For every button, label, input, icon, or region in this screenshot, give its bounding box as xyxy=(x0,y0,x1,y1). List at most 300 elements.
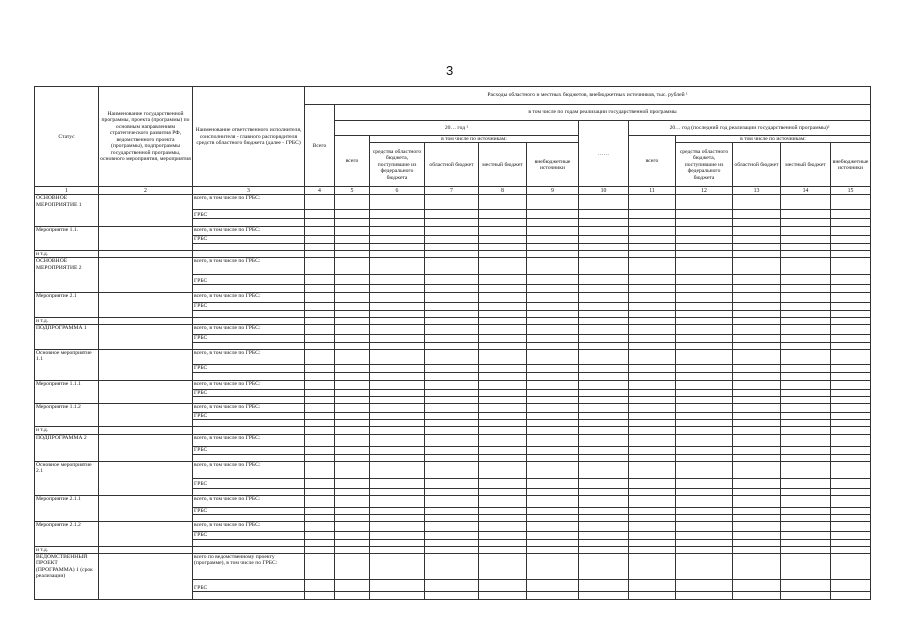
value-cell xyxy=(479,364,527,372)
value-cell xyxy=(335,446,370,454)
table-row xyxy=(35,317,871,324)
value-cell xyxy=(305,412,335,419)
value-cell xyxy=(527,210,579,219)
executor-grbs-cell: ГРБС xyxy=(193,532,305,539)
value-cell xyxy=(527,349,579,364)
value-cell xyxy=(781,420,831,427)
value-cell xyxy=(370,195,425,210)
value-cell xyxy=(676,420,733,427)
value-cell xyxy=(305,403,335,412)
executor-total-cell: всего, в том числе по ГРБС: xyxy=(193,195,305,210)
program-cell xyxy=(99,293,193,317)
value-cell xyxy=(305,515,335,522)
value-cell xyxy=(527,275,579,285)
value-cell xyxy=(335,349,370,364)
value-cell xyxy=(629,396,676,403)
value-cell xyxy=(370,227,425,236)
value-cell xyxy=(335,539,370,546)
value-cell xyxy=(305,532,335,539)
value-cell xyxy=(831,342,871,349)
value-cell xyxy=(629,210,676,219)
value-cell xyxy=(335,325,370,335)
status-cell: Мероприятие 1.1. xyxy=(35,227,99,250)
value-cell xyxy=(579,532,629,539)
value-cell xyxy=(425,372,479,380)
value-cell xyxy=(676,522,733,532)
value-cell xyxy=(781,227,831,236)
value-cell xyxy=(629,446,676,454)
value-cell xyxy=(335,372,370,380)
value-cell xyxy=(733,227,781,236)
value-cell xyxy=(781,515,831,522)
program-cell xyxy=(99,380,193,403)
value-cell xyxy=(370,325,425,335)
header-sub-local-1: местный бюджет xyxy=(479,143,527,187)
value-cell xyxy=(579,372,629,380)
value-cell xyxy=(370,554,425,580)
program-cell xyxy=(99,317,193,324)
value-cell xyxy=(370,236,425,243)
value-cell xyxy=(831,434,871,446)
value-cell xyxy=(831,446,871,454)
value-cell xyxy=(676,539,733,546)
value-cell xyxy=(425,317,479,324)
value-cell xyxy=(579,478,629,488)
value-cell xyxy=(305,380,335,389)
value-cell xyxy=(425,396,479,403)
value-cell xyxy=(629,372,676,380)
value-cell xyxy=(676,427,733,434)
value-cell xyxy=(733,303,781,310)
executor-total-cell: всего, в том числе по ГРБС: xyxy=(193,325,305,335)
value-cell xyxy=(479,546,527,553)
value-cell xyxy=(579,539,629,546)
value-cell xyxy=(831,195,871,210)
value-cell xyxy=(733,592,781,600)
value-cell xyxy=(305,285,335,293)
value-cell xyxy=(676,488,733,495)
value-cell xyxy=(579,303,629,310)
value-cell xyxy=(335,396,370,403)
value-cell xyxy=(425,488,479,495)
value-cell xyxy=(425,275,479,285)
value-cell xyxy=(305,195,335,210)
value-cell xyxy=(305,325,335,335)
executor-grbs-cell: ГРБС xyxy=(193,236,305,243)
value-cell xyxy=(335,412,370,419)
value-cell xyxy=(733,434,781,446)
value-cell xyxy=(579,293,629,303)
value-cell xyxy=(579,325,629,335)
value-cell xyxy=(527,303,579,310)
value-cell xyxy=(527,396,579,403)
value-cell xyxy=(370,420,425,427)
value-cell xyxy=(479,303,527,310)
value-cell xyxy=(676,412,733,419)
value-cell xyxy=(527,495,579,507)
value-cell xyxy=(305,546,335,553)
value-cell xyxy=(305,258,335,275)
value-cell xyxy=(579,243,629,250)
value-cell xyxy=(335,275,370,285)
value-cell xyxy=(305,495,335,507)
status-cell: и т.д. xyxy=(35,250,99,257)
value-cell xyxy=(370,403,425,412)
value-cell xyxy=(676,454,733,461)
value-cell xyxy=(733,554,781,580)
value-cell xyxy=(527,412,579,419)
value-cell xyxy=(425,427,479,434)
value-cell xyxy=(781,250,831,257)
value-cell xyxy=(676,258,733,275)
program-cell xyxy=(99,195,193,227)
value-cell xyxy=(579,488,629,495)
value-cell xyxy=(335,434,370,446)
value-cell xyxy=(370,349,425,364)
value-cell xyxy=(781,342,831,349)
value-cell xyxy=(676,325,733,335)
header-year-last: 20… год (последний год реализации государственной программы)² xyxy=(629,121,871,136)
value-cell xyxy=(305,454,335,461)
value-cell xyxy=(370,461,425,478)
table-row xyxy=(35,427,871,434)
value-cell xyxy=(527,580,579,592)
value-cell xyxy=(527,546,579,553)
value-cell xyxy=(629,507,676,514)
executor-cell xyxy=(193,250,305,257)
value-cell xyxy=(831,554,871,580)
value-cell xyxy=(479,275,527,285)
value-cell xyxy=(335,592,370,600)
executor-cell xyxy=(193,546,305,553)
value-cell xyxy=(305,434,335,446)
value-cell xyxy=(335,342,370,349)
value-cell xyxy=(425,446,479,454)
value-cell xyxy=(676,227,733,236)
value-cell xyxy=(831,325,871,335)
value-cell xyxy=(335,335,370,342)
value-cell xyxy=(305,389,335,396)
executor-cell xyxy=(193,592,305,600)
program-cell xyxy=(99,403,193,426)
table-row xyxy=(35,227,871,236)
value-cell xyxy=(629,364,676,372)
value-cell xyxy=(425,532,479,539)
value-cell xyxy=(733,342,781,349)
value-cell xyxy=(781,195,831,210)
value-cell xyxy=(527,507,579,514)
header-sub-total-2: всего xyxy=(629,136,676,187)
header-year-first: 20… год ² xyxy=(335,121,579,136)
value-cell xyxy=(527,515,579,522)
executor-total-cell: всего, в том числе по ГРБС: xyxy=(193,258,305,275)
value-cell xyxy=(831,310,871,317)
table-row xyxy=(35,195,871,210)
value-cell xyxy=(305,335,335,342)
value-cell xyxy=(479,478,527,488)
value-cell xyxy=(733,258,781,275)
value-cell xyxy=(370,243,425,250)
value-cell xyxy=(781,236,831,243)
value-cell xyxy=(527,335,579,342)
executor-grbs-cell: ГРБС xyxy=(193,446,305,454)
value-cell xyxy=(370,495,425,507)
header-total: Всего xyxy=(305,105,335,187)
value-cell xyxy=(425,258,479,275)
value-cell xyxy=(676,342,733,349)
value-cell xyxy=(676,546,733,553)
value-cell xyxy=(629,495,676,507)
value-cell xyxy=(425,227,479,236)
value-cell xyxy=(579,515,629,522)
value-cell xyxy=(733,236,781,243)
value-cell xyxy=(629,522,676,532)
value-cell xyxy=(479,335,527,342)
value-cell xyxy=(370,364,425,372)
executor-cell xyxy=(193,539,305,546)
value-cell xyxy=(425,349,479,364)
value-cell xyxy=(305,592,335,600)
value-cell xyxy=(305,539,335,546)
value-cell xyxy=(305,554,335,580)
value-cell xyxy=(579,258,629,275)
value-cell xyxy=(425,243,479,250)
value-cell xyxy=(831,403,871,412)
value-cell xyxy=(733,372,781,380)
value-cell xyxy=(831,227,871,236)
value-cell xyxy=(733,495,781,507)
value-cell xyxy=(527,258,579,275)
value-cell xyxy=(733,243,781,250)
value-cell xyxy=(527,195,579,210)
value-cell xyxy=(370,515,425,522)
value-cell xyxy=(676,250,733,257)
value-cell xyxy=(425,522,479,532)
value-cell xyxy=(629,420,676,427)
value-cell xyxy=(479,236,527,243)
value-cell xyxy=(479,592,527,600)
value-cell xyxy=(831,303,871,310)
value-cell xyxy=(425,325,479,335)
value-cell xyxy=(479,532,527,539)
value-cell xyxy=(676,285,733,293)
executor-grbs-cell: ГРБС xyxy=(193,412,305,419)
value-cell xyxy=(305,342,335,349)
value-cell xyxy=(335,227,370,236)
value-cell xyxy=(370,454,425,461)
value-cell xyxy=(733,317,781,324)
value-cell xyxy=(527,243,579,250)
value-cell xyxy=(781,210,831,219)
value-cell xyxy=(425,303,479,310)
value-cell xyxy=(335,488,370,495)
value-cell xyxy=(527,539,579,546)
value-cell xyxy=(629,592,676,600)
value-cell xyxy=(335,250,370,257)
value-cell xyxy=(579,195,629,210)
value-cell xyxy=(305,461,335,478)
value-cell xyxy=(831,461,871,478)
value-cell xyxy=(831,580,871,592)
value-cell xyxy=(629,317,676,324)
value-cell xyxy=(781,507,831,514)
executor-cell xyxy=(193,396,305,403)
value-cell xyxy=(527,325,579,335)
value-cell xyxy=(305,580,335,592)
status-cell: ОСНОВНОЕ МЕРОПРИЯТИЕ 1 xyxy=(35,195,99,227)
value-cell xyxy=(479,434,527,446)
value-cell xyxy=(831,546,871,553)
value-cell xyxy=(335,522,370,532)
value-cell xyxy=(629,515,676,522)
value-cell xyxy=(370,258,425,275)
value-cell xyxy=(579,396,629,403)
value-cell xyxy=(305,396,335,403)
executor-cell xyxy=(193,310,305,317)
header-sub-total-1: всего xyxy=(335,136,370,187)
value-cell xyxy=(629,403,676,412)
value-cell xyxy=(335,478,370,488)
value-cell xyxy=(527,285,579,293)
value-cell xyxy=(370,488,425,495)
program-cell xyxy=(99,250,193,257)
executor-total-cell: всего, в том числе по ГРБС: xyxy=(193,380,305,389)
value-cell xyxy=(335,310,370,317)
value-cell xyxy=(335,507,370,514)
value-cell xyxy=(425,342,479,349)
status-cell: Мероприятие 2.1 xyxy=(35,293,99,317)
value-cell xyxy=(781,293,831,303)
status-cell: ПОДПРОГРАММА 2 xyxy=(35,434,99,461)
value-cell xyxy=(676,219,733,227)
value-cell xyxy=(579,364,629,372)
table-row xyxy=(35,349,871,364)
program-cell xyxy=(99,461,193,495)
value-cell xyxy=(781,446,831,454)
executor-cell xyxy=(193,243,305,250)
status-cell: Основное мероприятие 2.1 xyxy=(35,461,99,495)
executor-total-cell: всего, в том числе по ГРБС: xyxy=(193,434,305,446)
value-cell xyxy=(527,219,579,227)
value-cell xyxy=(305,227,335,236)
value-cell xyxy=(733,389,781,396)
value-cell xyxy=(370,275,425,285)
value-cell xyxy=(831,507,871,514)
value-cell xyxy=(676,554,733,580)
value-cell xyxy=(733,210,781,219)
value-cell xyxy=(425,478,479,488)
value-cell xyxy=(579,420,629,427)
value-cell xyxy=(781,380,831,389)
value-cell xyxy=(579,236,629,243)
value-cell xyxy=(676,275,733,285)
value-cell xyxy=(831,396,871,403)
value-cell xyxy=(676,243,733,250)
header-sub-extra-2: внебюджетные источники xyxy=(831,143,871,187)
value-cell xyxy=(733,403,781,412)
value-cell xyxy=(629,250,676,257)
value-cell xyxy=(781,349,831,364)
value-cell xyxy=(305,210,335,219)
header-sub-extra-1: внебюджетные источники xyxy=(527,143,579,187)
value-cell xyxy=(579,412,629,419)
value-cell xyxy=(425,495,479,507)
value-cell xyxy=(629,219,676,227)
table-row xyxy=(35,258,871,275)
value-cell xyxy=(335,546,370,553)
value-cell xyxy=(629,227,676,236)
value-cell xyxy=(781,554,831,580)
value-cell xyxy=(425,412,479,419)
value-cell xyxy=(527,380,579,389)
value-cell xyxy=(479,325,527,335)
value-cell xyxy=(370,532,425,539)
value-cell xyxy=(579,434,629,446)
value-cell xyxy=(479,258,527,275)
value-cell xyxy=(335,554,370,580)
value-cell xyxy=(831,380,871,389)
column-number: 15 xyxy=(831,187,871,195)
table-row xyxy=(35,554,871,580)
value-cell xyxy=(676,364,733,372)
value-cell xyxy=(781,219,831,227)
column-numbers-row xyxy=(35,187,871,195)
value-cell xyxy=(676,396,733,403)
value-cell xyxy=(479,396,527,403)
value-cell xyxy=(831,349,871,364)
value-cell xyxy=(305,219,335,227)
value-cell xyxy=(425,592,479,600)
value-cell xyxy=(425,364,479,372)
executor-total-cell: всего по ведомственному проекту (программе), в том числе по ГРБС: xyxy=(193,554,305,580)
status-cell: ВЕДОМСТВЕННЫЙ ПРОЕКТ (ПРОГРАММА) 1 (срок реализации) xyxy=(35,554,99,600)
value-cell xyxy=(425,335,479,342)
value-cell xyxy=(579,403,629,412)
value-cell xyxy=(425,580,479,592)
value-cell xyxy=(733,364,781,372)
value-cell xyxy=(479,210,527,219)
table-row xyxy=(35,495,871,507)
value-cell xyxy=(479,243,527,250)
value-cell xyxy=(676,310,733,317)
value-cell xyxy=(831,258,871,275)
value-cell xyxy=(370,592,425,600)
column-number: 10 xyxy=(579,187,629,195)
value-cell xyxy=(676,335,733,342)
value-cell xyxy=(733,454,781,461)
executor-cell xyxy=(193,454,305,461)
value-cell xyxy=(781,580,831,592)
program-cell xyxy=(99,227,193,250)
value-cell xyxy=(579,507,629,514)
status-cell: ПОДПРОГРАММА 1 xyxy=(35,325,99,349)
status-cell: и т.д. xyxy=(35,427,99,434)
value-cell xyxy=(831,539,871,546)
value-cell xyxy=(629,488,676,495)
value-cell xyxy=(629,342,676,349)
value-cell xyxy=(527,310,579,317)
value-cell xyxy=(676,461,733,478)
status-cell: Мероприятие 2.1.2 xyxy=(35,522,99,546)
value-cell xyxy=(831,210,871,219)
value-cell xyxy=(676,532,733,539)
column-number: 2 xyxy=(99,187,193,195)
column-number: 14 xyxy=(781,187,831,195)
value-cell xyxy=(527,532,579,539)
budget-table xyxy=(34,86,871,600)
value-cell xyxy=(831,250,871,257)
column-number: 1 xyxy=(35,187,99,195)
